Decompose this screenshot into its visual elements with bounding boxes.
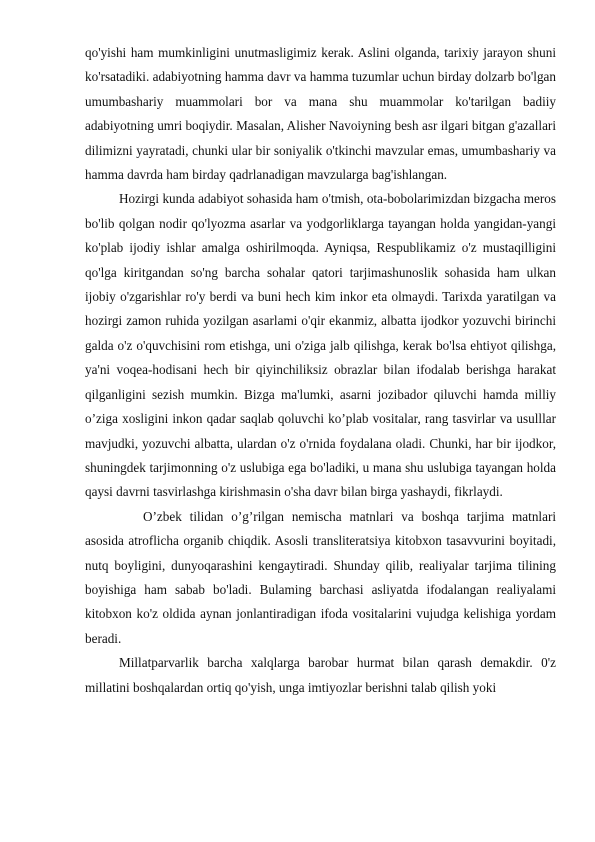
document-page — [85, 41, 556, 700]
paragraph-4: Millatparvarlik barcha xalqlarga barobar hurmat bilan qarash demakdir. 0'z millatini boshqalardan ortiq qo'yish, unga imtiyozlar berishni talab qilish yoki — [85, 655, 556, 695]
paragraph-2: Hozirgi kunda adabiyot sohasida ham o'tmish, ota-bobolarimizdan bizgacha meros bo'lib qolgan nodir qo'lyozma asarlar va yodgorliklarga tayangan holda yangidan-yangi ko'plab ijodiy ishlar amalga oshirilmoqda. Ayniqsa, Respublikamiz o'z mustaqilligini qo'lga kiritgandan so'ng barcha sohalar qatori tarjimashunoslik sohasida ham ulkan ijobiy o'zgarishlar ro'y berdi va buni hech kim inkor eta olmaydi. Tarixda yaratilgan va hozirgi zamon ruhida yozilgan asarlami o'qir ekanmiz, albatta ijodkor yozuvchi birinchi galda o'z o'quvchisini rom etishga, uni o'ziga jalb qilishga, kerak bo'lsa ehtiyot qilishga, ya'ni voqea-hodisani hech bir qiyinchiliksiz obrazlar bilan ifodalab berishga harakat qilganligini sezish mumkin. Bizga ma'lumki, asarni jozibador qiluvchi hamda milliy o’ziga xosligini inkon qadar saqlab qoluvchi ko’plab vositalar, rang tasvirlar va usulllar mavjudki, yozuvchi albatta, ulardan o'z o'rnida foydalana oladi. Chunki, har bir ijodkor, shuningdek tarjimonning o'z uslubiga ega bo'ladiki, u mana shu uslubiga tayangan holda qaysi davrni tasvirlashga kirishmasin o'sha davr bilan birga yashaydi, fikrlaydi. — [85, 191, 556, 500]
paragraph-3: O’zbek tilidan o’g’rilgan nemischa matnlari va boshqa tarjima matnlari asosida atroflicha organib chiqdik. Asosli transliteratsiya kitobxon tasavvurini boyitadi, nutq boyligini, dunyoqarashini kengaytiradi. Shunday qilib, realiyalar tarjima tilining boyishiga ham sabab bo'ladi. Bulaming barchasi asliyatda ifodalangan realiyalami kitobxon ko'z oldida aynan jonlantiradigan ifoda vositalarini vujudga kelishiga yordam beradi. — [85, 508, 556, 646]
paragraph-1: qo'yishi ham mumkinligini unutmasligimiz kerak. Aslini olganda, tarixiy jarayon shuni ko'rsatadiki. adabiyotning hamma davr va hamma tuzumlar uchun birday dolzarb bo'lgan umumbashariy muammolari bor va mana shu muammolar ko'tarilgan badiiy adabiyotning umri boqiydir. Masalan, Alisher Navoiyning besh asr ilgari bitgan g'azallari dilimizni yayratadi, chunki ular bir soniyalik o'tkinchi mavzular emas, umumbashariy va hamma davrda ham birday qadrlanadigan mavzularga bag'ishlangan. — [85, 45, 556, 183]
